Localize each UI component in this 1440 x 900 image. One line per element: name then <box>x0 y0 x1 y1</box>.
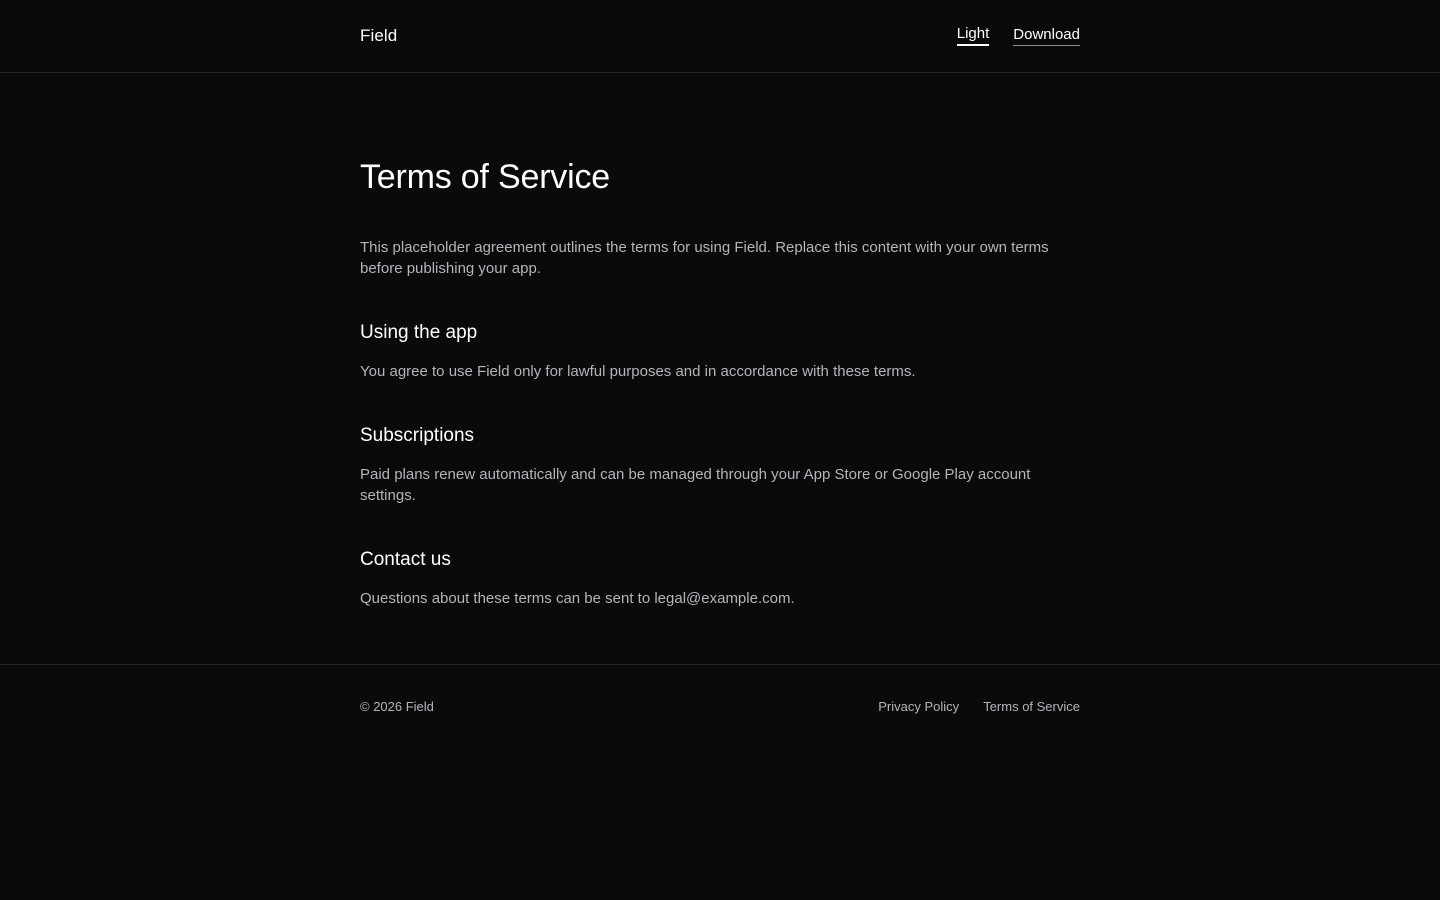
intro-paragraph: This placeholder agreement outlines the terms for using Field. Replace this content with your own terms before publishing your app. <box>360 239 1049 277</box>
terms-content <box>360 73 1080 664</box>
download-link[interactable]: Download <box>1013 26 1080 46</box>
footer-links <box>878 699 1080 714</box>
light-theme-toggle[interactable]: Light <box>957 25 990 46</box>
header-nav <box>957 26 1080 46</box>
brand-link[interactable]: Field <box>360 26 398 45</box>
section-subscriptions <box>360 424 1080 506</box>
site-footer <box>0 664 1440 747</box>
section-using-the-app <box>360 321 1080 382</box>
site-header <box>0 0 1440 73</box>
section-heading: Subscriptions <box>360 425 475 446</box>
section-heading: Contact us <box>360 549 451 570</box>
section-body: Questions about these terms can be sent to legal@example.com. <box>360 590 795 607</box>
privacy-policy-link[interactable]: Privacy Policy <box>878 698 960 714</box>
terms-of-service-link[interactable]: Terms of Service <box>983 698 1080 714</box>
section-contact-us <box>360 548 1080 609</box>
page-title: Terms of Service <box>360 158 610 196</box>
section-body: You agree to use Field only for lawful purposes and in accordance with these terms. <box>360 363 916 380</box>
section-body: Paid plans renew automatically and can be managed through your App Store or Google Play account settings. <box>360 466 1031 504</box>
copyright-text: © 2026 Field <box>360 698 434 714</box>
header-inner <box>360 0 1080 72</box>
section-heading: Using the app <box>360 322 478 343</box>
footer-inner <box>360 665 1080 747</box>
